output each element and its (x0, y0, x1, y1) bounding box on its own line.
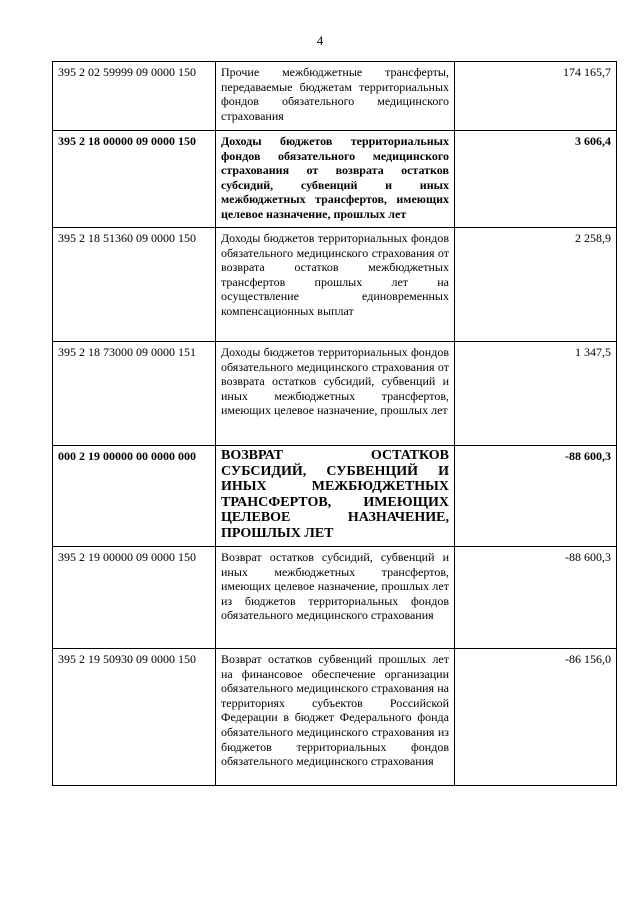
table-row (53, 131, 617, 228)
row-description: Доходы бюджетов территориальных фондов обязательного медицинского страхования от возврата остатков субсидий, субвенций и иных межбюджетных трансфертов, имеющих целевое назначение, прошлых лет (216, 342, 455, 446)
budget-table (52, 61, 617, 786)
row-code: 395 2 18 00000 09 0000 150 (53, 131, 216, 228)
row-description: Возврат остатков субвенций прошлых лет на финансовое обеспечение организации обязательного медицинского страхования на территориях субъектов Российской Федерации в бюджет Федерального фонда обязательного медицинского страхования из бюджетов территориальных фондов обязательного медицинского страхования (216, 649, 455, 786)
table-row (53, 342, 617, 446)
row-code: 395 2 18 51360 09 0000 150 (53, 228, 216, 342)
row-code: 395 2 18 73000 09 0000 151 (53, 342, 216, 446)
row-description: Доходы бюджетов территориальных фондов обязательного медицинского страхования от возврата остатков субсидий, субвенций и иных межбюджетных трансфертов, имеющих целевое назначение, прошлых лет (216, 131, 455, 228)
row-description: Прочие межбюджетные трансферты, передаваемые бюджетам территориальных фондов обязательного медицинского страхования (216, 62, 455, 131)
table-row (53, 446, 617, 547)
row-code: 395 2 19 50930 09 0000 150 (53, 649, 216, 786)
row-amount: 3 606,4 (455, 131, 617, 228)
row-code: 000 2 19 00000 00 0000 000 (53, 446, 216, 547)
table-row (53, 547, 617, 649)
row-amount: -88 600,3 (455, 446, 617, 547)
table-row (53, 649, 617, 786)
row-code: 395 2 02 59999 09 0000 150 (53, 62, 216, 131)
row-amount: 1 347,5 (455, 342, 617, 446)
table-row (53, 228, 617, 342)
row-amount: 2 258,9 (455, 228, 617, 342)
row-amount: -86 156,0 (455, 649, 617, 786)
row-description: Возврат остатков субсидий, субвенций и иных межбюджетных трансфертов, имеющих целевое назначение, прошлых лет из бюджетов территориальных фондов обязательного медицинского страхования (216, 547, 455, 649)
row-description: ВОЗВРАТ ОСТАТКОВ СУБСИДИЙ, СУБВЕНЦИЙ И ИНЫХ МЕЖБЮДЖЕТНЫХ ТРАНСФЕРТОВ, ИМЕЮЩИХ ЦЕЛЕВОЕ НАЗНАЧЕНИЕ, ПРОШЛЫХ ЛЕТ (216, 446, 455, 547)
row-code: 395 2 19 00000 09 0000 150 (53, 547, 216, 649)
row-amount: -88 600,3 (455, 547, 617, 649)
page-number: 4 (316, 33, 324, 48)
row-description: Доходы бюджетов территориальных фондов обязательного медицинского страхования от возврата остатков межбюджетных трансфертов прошлых лет на осуществление единовременных компенсационных выплат (216, 228, 455, 342)
table-row (53, 62, 617, 131)
row-amount: 174 165,7 (455, 62, 617, 131)
